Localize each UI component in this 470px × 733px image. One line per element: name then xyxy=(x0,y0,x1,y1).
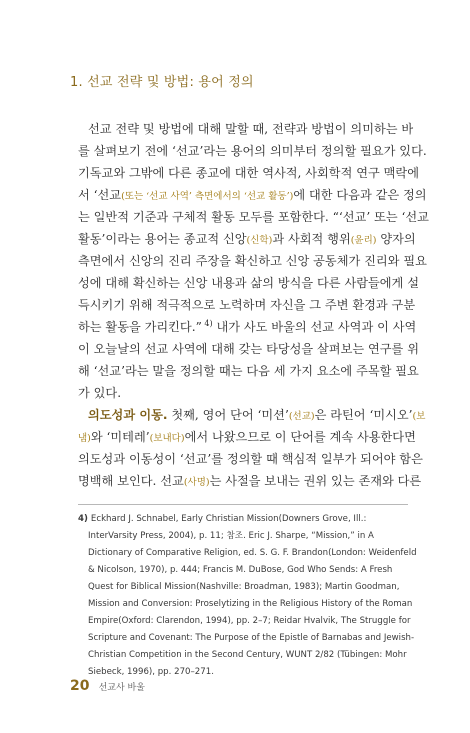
footnote-text: Mission and Conversion: Proselytizing in the Religious History of the Roman xyxy=(88,599,413,609)
text-segment: 기독교와 그밖에 다른 종교에 대한 역사적, 사회학적 연구 맥락에 xyxy=(78,166,419,180)
footnote-text: Quest for Biblical Mission(Nashville: Broadman, 1983); Martin Goodman, xyxy=(88,582,400,592)
text-line xyxy=(78,404,426,426)
footnote-line xyxy=(78,562,408,579)
gloss-text: (선교) xyxy=(288,411,315,422)
paragraph-definition xyxy=(78,118,429,404)
text-line xyxy=(78,448,423,470)
text-segment: 서 ‘선교 xyxy=(78,188,122,202)
footnote-divider xyxy=(78,504,408,505)
footnote-line xyxy=(78,545,417,562)
text-line xyxy=(78,118,414,140)
footnote-text: Eckhard J. Schnabel, Early Christian Mission(Downers Grove, Ill.: xyxy=(90,514,367,524)
text-line xyxy=(78,426,416,448)
text-line xyxy=(78,250,427,272)
text-segment: 양자의 xyxy=(376,232,416,246)
body-text xyxy=(78,118,429,492)
text-segment: 에 대한 다음과 같은 정의 xyxy=(293,188,427,202)
text-line xyxy=(78,360,419,382)
text-segment: 활동’이라는 용어는 종교적 신앙 xyxy=(78,232,247,246)
paragraph-intentionality xyxy=(78,404,426,492)
footnote-text: Siebeck, 1996), pp. 270–271. xyxy=(88,667,214,677)
gloss-text: (또는 ‘선교 사역’ 측면에서의 ‘선교 활동’) xyxy=(121,191,294,202)
footnote xyxy=(78,511,417,681)
text-segment: 의도성과 이동성이 ‘선교’를 정의할 때 핵심적 일부가 되어야 함은 xyxy=(78,452,423,466)
text-segment: 내가 사도 바울의 선교 사역과 이 사역 xyxy=(212,320,417,334)
text-line xyxy=(78,316,417,338)
footnote-line xyxy=(78,613,411,630)
text-line xyxy=(78,338,419,360)
text-segment: 와 ‘미테레’ xyxy=(90,430,150,444)
footnote-text: Dictionary of Comparative Religion, ed. S. G. F. Brandon(London: Weidenfeld xyxy=(88,548,417,558)
text-segment: 가 있다. xyxy=(78,386,122,400)
footnote-line xyxy=(78,528,408,545)
gloss-text: (보 xyxy=(412,411,426,422)
text-segment: 명백해 보인다. 선교 xyxy=(78,474,184,488)
text-segment: 는 사절을 보내는 권위 있는 존재와 다른 xyxy=(209,474,422,488)
footnote-line xyxy=(78,579,408,596)
text-segment: 측면에서 신앙의 진리 주장을 확신하고 신앙 공동체가 진리와 필요 xyxy=(78,254,427,268)
footnote-line xyxy=(78,630,415,647)
text-line xyxy=(78,228,416,250)
text-segment: 선교 전략 및 방법에 대해 말할 때, 전략과 방법이 의미하는 바 xyxy=(88,122,414,136)
running-title: 선교사 바울 xyxy=(98,683,145,693)
gloss-text: (사명) xyxy=(183,477,210,488)
text-segment: 해 ‘선교’라는 말을 정의할 때는 다음 세 가지 요소에 주목할 필요 xyxy=(78,364,419,378)
page-footer xyxy=(70,675,145,694)
gloss-text: 냄) xyxy=(78,433,91,444)
section-heading: 1. 선교 전략 및 방법: 용어 정의 xyxy=(70,75,254,90)
text-line xyxy=(78,184,427,206)
text-segment: 성에 대해 확신하는 신앙 내용과 삶의 방식을 다른 사람들에게 설 xyxy=(78,276,419,290)
footnote-line xyxy=(78,511,408,528)
gloss-text: (신학) xyxy=(246,235,273,246)
text-line xyxy=(78,294,416,316)
gloss-text: (윤리) xyxy=(350,235,377,246)
text-segment: 득시키기 위해 적극적으로 노력하며 자신을 그 주변 환경과 구분 xyxy=(78,298,416,312)
text-segment: 첫째, 영어 단어 ‘미션’ xyxy=(167,408,289,422)
text-line xyxy=(78,206,429,228)
text-line xyxy=(78,140,427,162)
footnote-marker: 4) xyxy=(78,514,88,524)
text-line xyxy=(78,382,408,404)
footnote-text: Scripture and Covenant: The Purpose of the Epistle of Barnabas and Jewish- xyxy=(88,633,415,643)
text-segment: 에서 나왔으므로 이 단어를 계속 사용한다면 xyxy=(184,430,416,444)
text-line xyxy=(78,162,419,184)
text-segment: 하는 활동을 가리킨다.” xyxy=(78,320,202,334)
text-line xyxy=(78,470,422,492)
text-segment: 은 라틴어 ‘미시오’ xyxy=(314,408,413,422)
gloss-text: (보내다) xyxy=(149,433,185,444)
footnote-text: Empire(Oxford: Clarendon, 1994), pp. 2–7; Reidar Hvalvik, The Struggle for xyxy=(88,616,411,626)
text-segment: 는 일반적 기준과 구체적 활동 모두를 포함한다. “‘선교’ 또는 ‘선교 xyxy=(78,210,429,224)
footnote-text: InterVarsity Press, 2004), p. 11; 참조. Eric J. Sharpe, “Mission,” in A xyxy=(88,531,374,541)
text-segment: 과 사회적 행위 xyxy=(272,232,351,246)
footnote-reference[interactable]: 4) xyxy=(201,318,213,328)
footnote-text: Christian Competition in the Second Century, WUNT 2/82 (Tübingen: Mohr xyxy=(88,650,407,660)
text-segment: 를 살펴보기 전에 ‘선교’라는 용어의 의미부터 정의할 필요가 있다. xyxy=(78,144,427,158)
page-number: 20 xyxy=(70,678,90,694)
footnote-line xyxy=(78,596,413,613)
paragraph-lead: 의도성과 이동. xyxy=(88,408,168,422)
footnote-text: & Nicolson, 1970), p. 444; Francis M. DuBose, God Who Sends: A Fresh xyxy=(88,565,393,575)
footnote-line xyxy=(78,647,408,664)
text-line xyxy=(78,272,419,294)
text-segment: 이 오늘날의 선교 사역에 대해 갖는 타당성을 살펴보는 연구를 위 xyxy=(78,342,419,356)
